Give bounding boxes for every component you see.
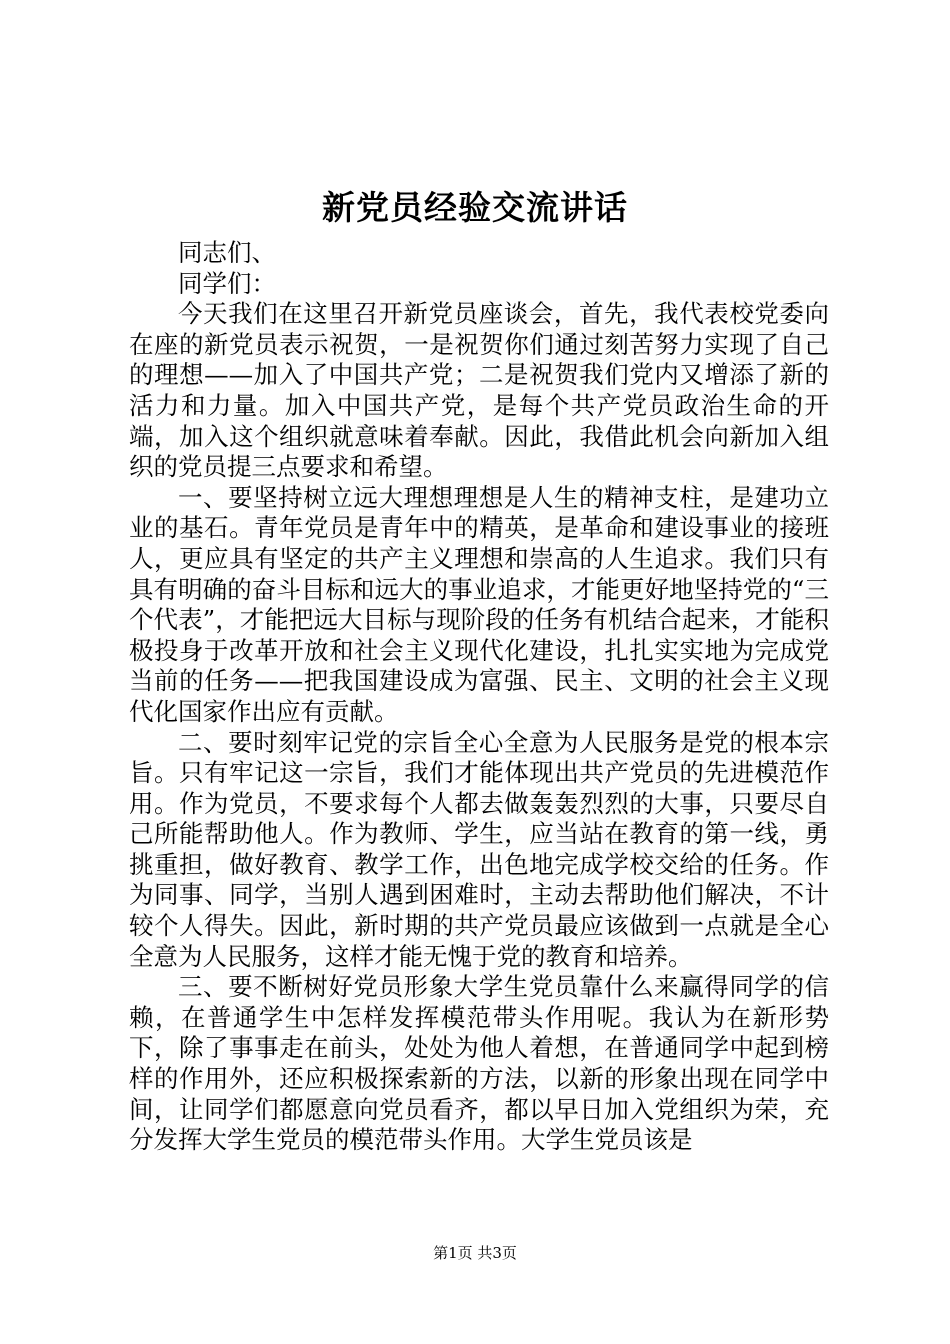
body-paragraph: 三、要不断树好党员形象大学生党员靠什么来赢得同学的信赖，在普通学生中怎样发挥模范带头作用呢。我认为在新形势下，除了事事走在前头，处处为他人着想，在普通同学中起到榜样的作用外，还应积极探索新的方法，以新的形象出现在同学中间，让同学们都愿意向党员看齐，都以早日加入党组织为荣，充分发挥大学生党员的模范带头作用。大学生党员该是: [129, 972, 829, 1155]
document-title: 新党员经验交流讲话: [322, 188, 628, 227]
document-body: [129, 238, 829, 1156]
page-number-footer: 第1页 共3页: [433, 1244, 517, 1262]
salutation-line: 同学们：: [178, 268, 276, 298]
salutation-line: 同志们、: [178, 238, 276, 267]
body-paragraph: 一、要坚持树立远大理想理想是人生的精神支柱，是建功立业的基石。青年党员是青年中的精英，是革命和建设事业的接班人，更应具有坚定的共产主义理想和崇高的人生追求。我们只有具有明确的奋斗目标和远大的事业追求，才能更好地坚持党的“三个代表”，才能把远大目标与现阶段的任务有机结合起来，才能积极投身于改革开放和社会主义现代化建设，扎扎实实地为完成党当前的任务——把我国建设成为富强、民主、文明的社会主义现代化国家作出应有贡献。: [129, 482, 829, 726]
body-paragraph: 今天我们在这里召开新党员座谈会，首先，我代表校党委向在座的新党员表示祝贺，一是祝贺你们通过刻苦努力实现了自己的理想——加入了中国共产党；二是祝贺我们党内又增添了新的活力和力量。加入中国共产党，是每个共产党员政治生命的开端，加入这个组织就意味着奉献。因此，我借此机会向新加入组织的党员提三点要求和希望。: [129, 299, 829, 482]
body-paragraph: 二、要时刻牢记党的宗旨全心全意为人民服务是党的根本宗旨。只有牢记这一宗旨，我们才能体现出共产党员的先进模范作用。作为党员，不要求每个人都去做轰轰烈烈的大事，只要尽自己所能帮助他人。作为教师、学生，应当站在教育的第一线，勇挑重担，做好教育、教学工作，出色地完成学校交给的任务。作为同事、同学，当别人遇到困难时，主动去帮助他们解决，不计较个人得失。因此，新时期的共产党员最应该做到一点就是全心全意为人民服务，这样才能无愧于党的教育和培养。: [129, 727, 829, 971]
